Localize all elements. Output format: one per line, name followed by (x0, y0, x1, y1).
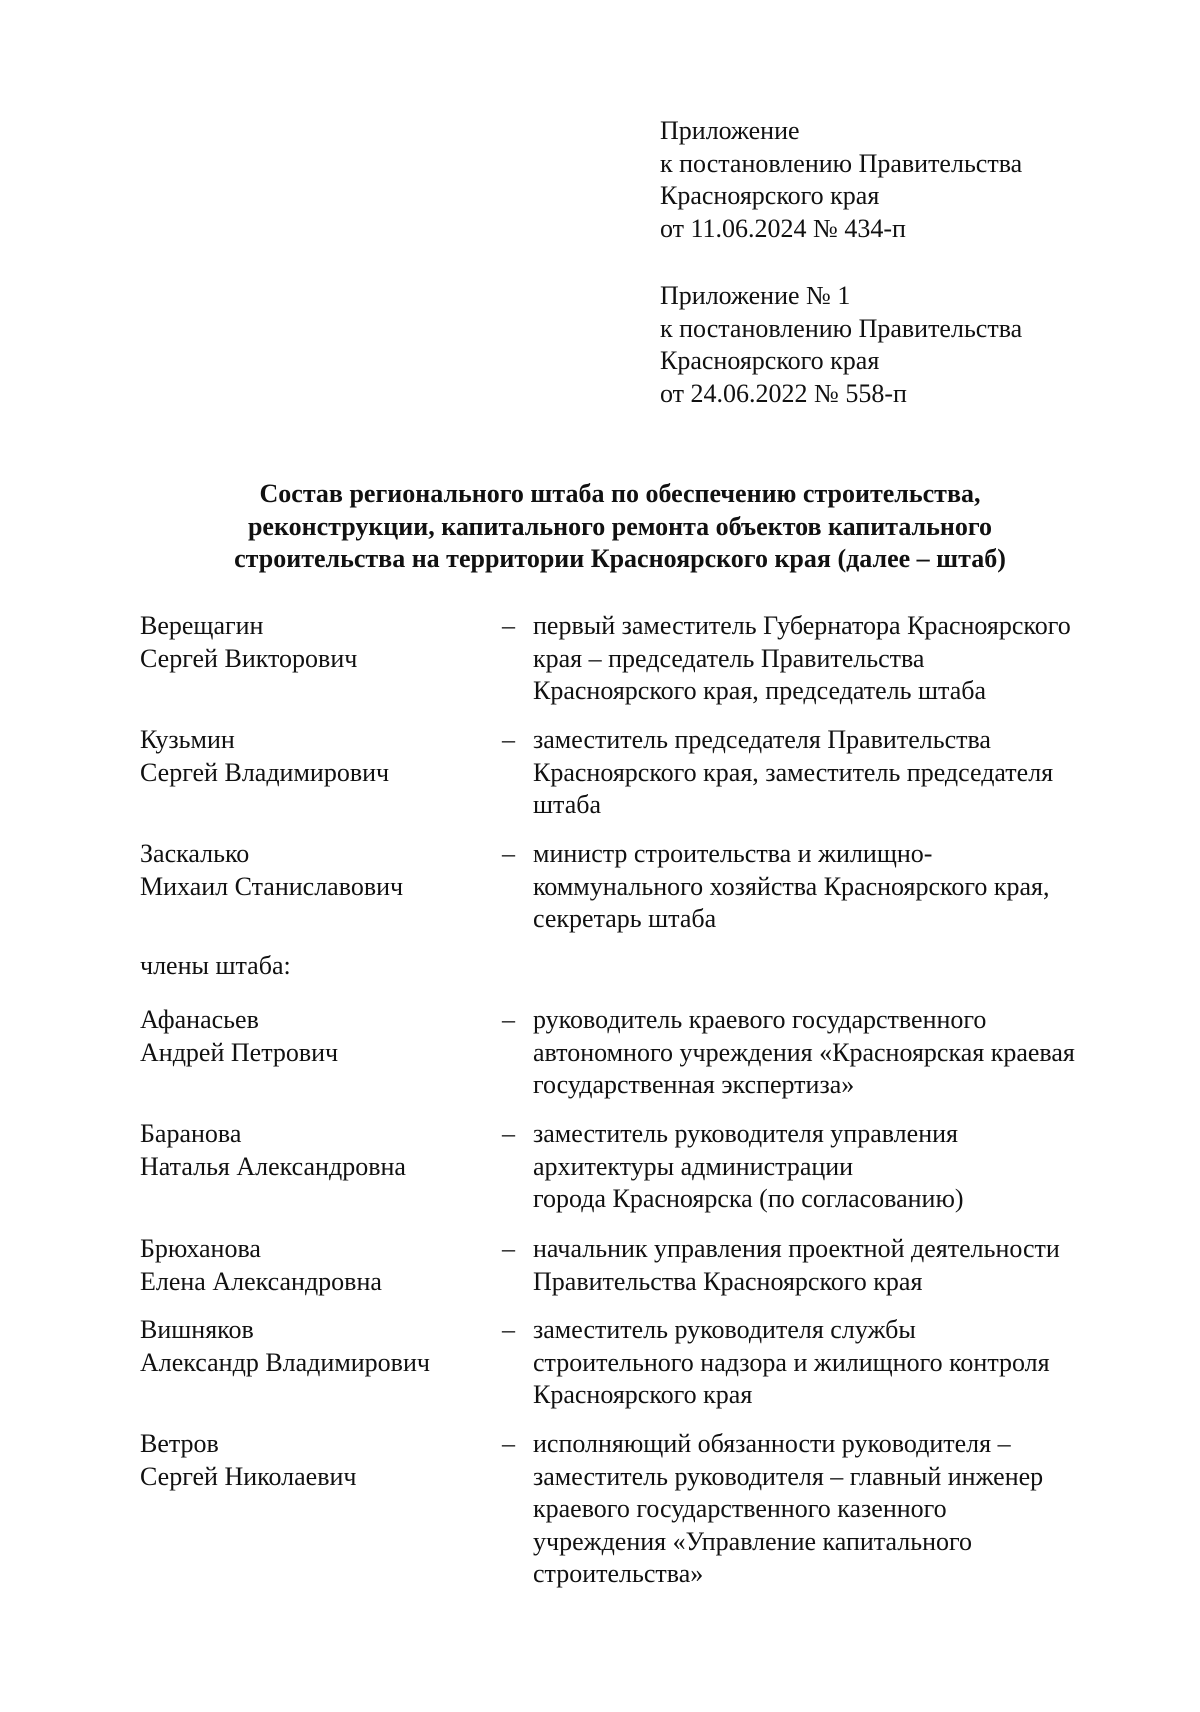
dash-separator: – (502, 1234, 515, 1263)
member-surname: Ветров (140, 1429, 219, 1458)
member-given-name: Сергей Викторович (140, 643, 358, 673)
member-name (140, 1004, 480, 1069)
role-line: Правительства Красноярского края (533, 1266, 923, 1296)
role-line: Красноярского края, заместитель председателя (533, 757, 1054, 787)
member-given-name: Сергей Николаевич (140, 1461, 357, 1491)
approval-line: Приложение № 1 (660, 281, 851, 310)
dash-separator: – (502, 725, 515, 754)
member-role (533, 1118, 1133, 1216)
member-surname: Баранова (140, 1119, 242, 1148)
member-role (533, 1004, 1133, 1102)
role-line: архитектуры администрации (533, 1151, 854, 1181)
role-line: учреждения «Управление капитального (533, 1526, 973, 1556)
approval-line: Приложение (660, 116, 800, 145)
role-line: строительства» (533, 1559, 704, 1588)
title-line: реконструкции, капитального ремонта объектов капитального (247, 511, 993, 541)
approval-block-current (660, 115, 1022, 245)
role-line: Красноярского края (533, 1380, 753, 1409)
member-surname: Верещагин (140, 611, 264, 640)
dash-separator: – (502, 1315, 515, 1344)
members-heading: члены штаба: (140, 951, 291, 980)
member-role (533, 1233, 1133, 1298)
role-line: заместитель руководителя управления (533, 1119, 958, 1148)
role-line: государственная экспертиза» (533, 1070, 855, 1099)
dash-separator: – (502, 611, 515, 640)
member-name (140, 1428, 480, 1493)
member-given-name: Андрей Петрович (140, 1037, 339, 1067)
member-name (140, 1314, 480, 1379)
role-line: заместитель руководителя – главный инженер (533, 1461, 1044, 1491)
role-line: автономного учреждения «Красноярская краевая (533, 1037, 1075, 1067)
approval-line: к постановлению Правительства (660, 313, 1023, 343)
member-surname: Заскалько (140, 839, 250, 868)
dash-separator: – (502, 1119, 515, 1148)
member-name (140, 1118, 480, 1183)
role-line: города Красноярска (по согласованию) (533, 1184, 964, 1213)
member-given-name: Сергей Владимирович (140, 757, 390, 787)
dash-separator: – (502, 1429, 515, 1458)
approval-line: Красноярского края (660, 181, 880, 210)
member-given-name: Елена Александровна (140, 1266, 382, 1296)
member-name (140, 610, 480, 675)
dash-separator: – (502, 1005, 515, 1034)
role-line: строительного надзора и жилищного контроля (533, 1347, 1050, 1377)
dash-separator: – (502, 839, 515, 868)
approval-line: к постановлению Правительства (660, 148, 1023, 178)
member-surname: Брюханова (140, 1234, 261, 1263)
approval-block-original (660, 280, 1022, 410)
role-line: заместитель руководителя службы (533, 1315, 916, 1344)
approval-line: Красноярского края (660, 346, 880, 375)
document-title (140, 478, 1100, 576)
role-line: первый заместитель Губернатора Красноярского (533, 611, 1071, 640)
role-line: Красноярского края, председатель штаба (533, 676, 987, 705)
title-line: Состав регионального штаба по обеспечению строительства, (259, 479, 981, 508)
member-role (533, 838, 1133, 936)
member-name (140, 838, 480, 903)
approval-line: от 11.06.2024 № 434-п (660, 213, 906, 243)
member-surname: Кузьмин (140, 725, 235, 754)
member-name (140, 724, 480, 789)
role-line: исполняющий обязанности руководителя – (533, 1429, 1011, 1458)
member-surname: Вишняков (140, 1315, 254, 1344)
member-name (140, 1233, 480, 1298)
role-line: начальник управления проектной деятельности (533, 1234, 1060, 1263)
role-line: коммунального хозяйства Красноярского края, (533, 871, 1050, 901)
role-line: краевого государственного казенного (533, 1494, 947, 1523)
member-role (533, 1428, 1133, 1591)
member-given-name: Александр Владимирович (140, 1347, 430, 1377)
role-line: штаба (533, 790, 602, 819)
role-line: министр строительства и жилищно- (533, 839, 933, 868)
role-line: заместитель председателя Правительства (533, 725, 991, 754)
member-given-name: Наталья Александровна (140, 1151, 406, 1181)
member-given-name: Михаил Станиславович (140, 871, 404, 901)
member-role (533, 724, 1133, 822)
member-role (533, 610, 1133, 708)
role-line: края – председатель Правительства (533, 643, 925, 673)
role-line: руководитель краевого государственного (533, 1005, 987, 1034)
approval-line: от 24.06.2022 № 558-п (660, 378, 907, 408)
title-line: строительства на территории Красноярского края (далее – штаб) (234, 544, 1006, 573)
role-line: секретарь штаба (533, 904, 717, 933)
member-role (533, 1314, 1133, 1412)
member-surname: Афанасьев (140, 1005, 259, 1034)
